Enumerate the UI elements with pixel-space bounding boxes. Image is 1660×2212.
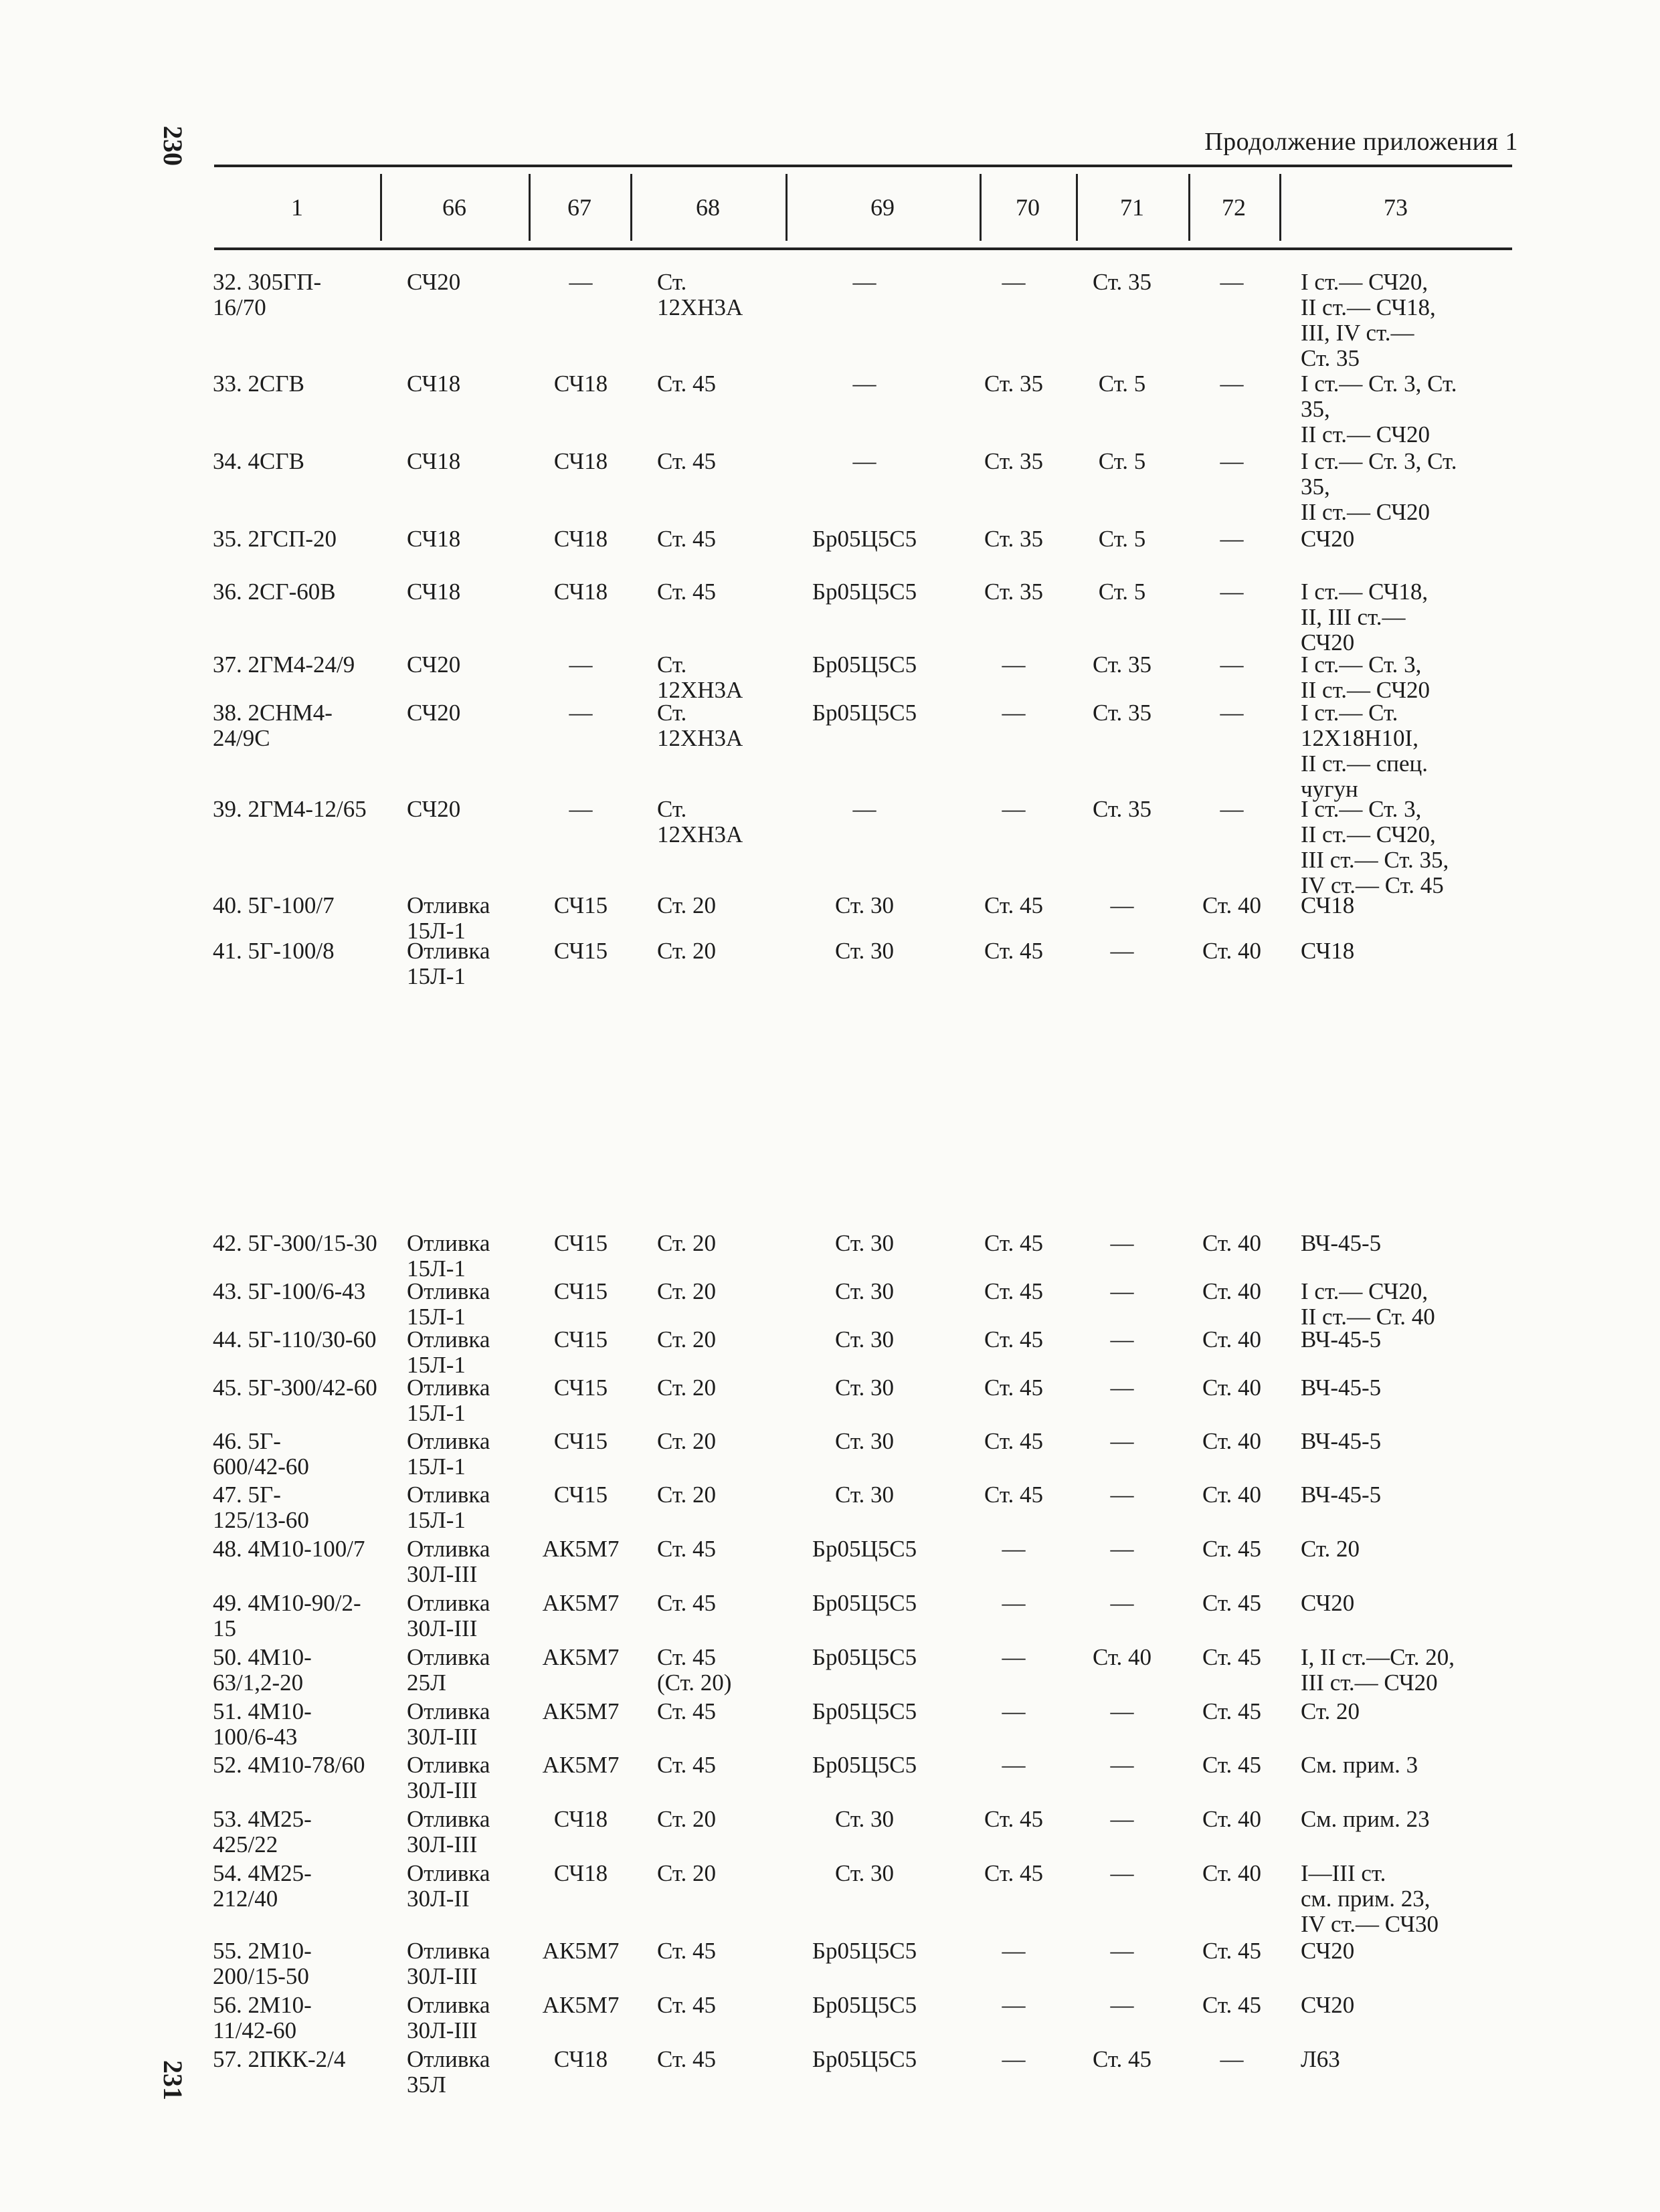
table-cell: Ст. 40 — [1202, 1860, 1262, 1886]
table-cell: — — [1110, 1992, 1134, 2018]
table-cell: — — [1110, 1752, 1134, 1778]
table-cell: Ст. 30 — [834, 938, 895, 964]
table-cell: Ст. 20 — [657, 1326, 717, 1352]
row-label: 55. 2М10- 200/15-50 — [213, 1938, 312, 1989]
table-cell: Ст. 45 — [1202, 1590, 1262, 1616]
table-cell: Ст. 35 — [984, 579, 1044, 605]
table-cell: Ст. 45 — [657, 1590, 717, 1616]
table-cell: ВЧ-45-5 — [1301, 1375, 1382, 1401]
table-cell: Отливка 30Л-II — [407, 1860, 490, 1912]
table-cell: СЧ15 — [553, 1375, 608, 1401]
table-cell: СЧ18 — [407, 526, 461, 552]
table-cell: Ст. 45 — [984, 892, 1044, 918]
table-cell: Ст. 45 — [1202, 1644, 1262, 1670]
table-cell: Ст. 45 — [984, 1428, 1044, 1454]
table-cell: Ст. 40 — [1202, 1375, 1262, 1401]
table-cell: Отливка 30Л-III — [407, 1536, 490, 1587]
table-cell: Отливка 15Л-1 — [407, 1230, 490, 1282]
table-cell: — — [1220, 448, 1244, 474]
table-cell: — — [1110, 892, 1134, 918]
table-cell: Ст. 45 — [657, 448, 717, 474]
table-cell: АК5М7 — [542, 1752, 620, 1778]
table-cell: I ст.— СЧ18, II, III ст.— СЧ20 — [1301, 579, 1428, 656]
table-cell: I ст.— Ст. 3, II ст.— СЧ20, III ст.— Ст. 35, IV ст.— Ст. 45 — [1301, 796, 1449, 898]
table-cell: — — [1002, 700, 1026, 726]
table-cell: Отливка 15Л-1 — [407, 938, 490, 989]
table-cell: Ст. 20 — [657, 1278, 717, 1304]
table-cell: I ст.— СЧ20, II ст.— Ст. 40 — [1301, 1278, 1435, 1330]
table-cell: — — [1110, 1590, 1134, 1616]
table-cell: Ст. 45 — [984, 1375, 1044, 1401]
table-cell: АК5М7 — [542, 1698, 620, 1724]
table-cell: Ст. 45 — [657, 1698, 717, 1724]
table-cell: Ст. 35 — [984, 371, 1044, 397]
table-cell: СЧ18 — [553, 526, 608, 552]
table-cell: Ст. 40 — [1202, 1230, 1262, 1256]
table-cell: Отливка 30Л-III — [407, 1698, 490, 1750]
table-cell: Ст. 35 — [1092, 651, 1152, 678]
table-cell: СЧ20 — [1301, 1938, 1355, 1964]
table-cell: Ст. 40 — [1202, 1326, 1262, 1352]
table-cell: Ст. 20 — [657, 1860, 717, 1886]
table-cell: — — [1110, 1278, 1134, 1304]
table-cell: — — [569, 269, 593, 295]
table-cell: СЧ20 — [407, 796, 461, 822]
table-cell: — — [1110, 1375, 1134, 1401]
table-cell: СЧ15 — [553, 938, 608, 964]
table-cell: — — [1110, 1536, 1134, 1562]
table-cell: I ст.— СЧ20, II ст.— СЧ18, III, IV ст.— Ст. 35 — [1301, 269, 1436, 371]
row-label: 50. 4М10- 63/1,2-20 — [213, 1644, 312, 1696]
row-label: 34. 4СГВ — [213, 448, 304, 474]
table-cell: Ст. 45 — [1202, 1752, 1262, 1778]
header-col-67: 67 — [567, 194, 591, 221]
table-cell: Отливка 15Л-1 — [407, 1482, 490, 1533]
table-cell: См. прим. 3 — [1301, 1752, 1418, 1778]
table-cell: — — [1220, 700, 1244, 726]
table-cell: Ст. 45 — [657, 1938, 717, 1964]
table-cell: СЧ15 — [553, 1278, 608, 1304]
table-cell: СЧ18 — [553, 579, 608, 605]
header-col-66: 66 — [442, 194, 466, 221]
table-cell: Отливка 30Л-III — [407, 1806, 490, 1857]
table-cell: СЧ18 — [553, 2046, 608, 2072]
table-cell: — — [1220, 2046, 1244, 2072]
table-cell: Ст. 5 — [1098, 448, 1146, 474]
table-cell: I—III ст. см. прим. 23, IV ст.— СЧ30 — [1301, 1860, 1439, 1937]
table-cell: I, II ст.—Ст. 20, III ст.— СЧ20 — [1301, 1644, 1455, 1696]
table-cell: Ст. 45 — [984, 1482, 1044, 1508]
table-cell: Ст. 35 — [1092, 269, 1152, 295]
table-cell: Ст. 40 — [1202, 1278, 1262, 1304]
table-cell: — — [1110, 1860, 1134, 1886]
table-cell: СЧ20 — [1301, 526, 1355, 552]
table-cell: Ст. 35 — [984, 526, 1044, 552]
table-cell: Ст. 30 — [834, 1428, 895, 1454]
table-cell: Ст. 30 — [834, 1482, 895, 1508]
table-cell: Ст. 20 — [657, 1806, 717, 1832]
row-label: 47. 5Г- 125/13-60 — [213, 1482, 309, 1533]
table-cell: Ст. 45 (Ст. 20) — [657, 1644, 732, 1696]
table-cell: — — [1220, 579, 1244, 605]
table-cell: Ст. 35 — [984, 448, 1044, 474]
table-cell: Бр05Ц5С5 — [812, 2046, 917, 2072]
table-cell: Отливка 35Л — [407, 2046, 490, 2098]
table-cell: СЧ18 — [553, 1860, 608, 1886]
table-cell: — — [569, 700, 593, 726]
row-label: 33. 2СГВ — [213, 371, 304, 397]
table-cell: Ст. 5 — [1098, 526, 1146, 552]
table-header — [214, 165, 1512, 250]
table-cell: Ст. 20 — [657, 892, 717, 918]
header-col-68: 68 — [696, 194, 720, 221]
table-cell: Ст. 20 — [657, 1375, 717, 1401]
table-cell: СЧ20 — [1301, 1992, 1355, 2018]
table-cell: — — [1002, 1644, 1026, 1670]
table-cell: — — [569, 796, 593, 822]
table-cell: — — [1002, 2046, 1026, 2072]
table-cell: Ст. 30 — [834, 1375, 895, 1401]
table-cell: Ст. 45 — [984, 1806, 1044, 1832]
table-cell: — — [1110, 1326, 1134, 1352]
row-label: 49. 4М10-90/2- 15 — [213, 1590, 361, 1641]
table-cell: — — [852, 371, 877, 397]
table-cell: — — [1110, 1230, 1134, 1256]
table-cell: СЧ20 — [1301, 1590, 1355, 1616]
table-cell: Бр05Ц5С5 — [812, 526, 917, 552]
table-cell: СЧ18 — [407, 371, 461, 397]
table-cell: — — [1002, 1536, 1026, 1562]
table-cell: — — [1002, 796, 1026, 822]
table-cell: — — [1220, 651, 1244, 678]
header-col-69: 69 — [870, 194, 895, 221]
table-cell: Ст. 45 — [1202, 1698, 1262, 1724]
row-label: 56. 2М10- 11/42-60 — [213, 1992, 312, 2043]
table-cell: Бр05Ц5С5 — [812, 651, 917, 678]
table-cell: Ст. 35 — [1092, 700, 1152, 726]
table-cell: Ст. 30 — [834, 892, 895, 918]
table-cell: Ст. 45 — [657, 1992, 717, 2018]
table-cell: СЧ20 — [407, 651, 461, 678]
table-cell: Ст. 45 — [657, 371, 717, 397]
table-cell: Бр05Ц5С5 — [812, 1992, 917, 2018]
table-caption: Продолжение приложения 1 — [1204, 128, 1518, 156]
table-cell: СЧ15 — [553, 892, 608, 918]
table-cell: СЧ15 — [553, 1482, 608, 1508]
table-cell: ВЧ-45-5 — [1301, 1230, 1382, 1256]
table-cell: Отливка 15Л-1 — [407, 1375, 490, 1426]
table-cell: Ст. 45 — [1202, 1992, 1262, 2018]
row-label: 32. 305ГП- 16/70 — [213, 269, 322, 320]
table-cell: Ст. 20 — [1301, 1536, 1360, 1562]
table-cell: СЧ15 — [553, 1326, 608, 1352]
table-cell: Ст. 45 — [984, 1326, 1044, 1352]
table-cell: Ст. 30 — [834, 1326, 895, 1352]
table-cell: Ст. 40 — [1202, 1482, 1262, 1508]
table-cell: СЧ18 — [553, 448, 608, 474]
table-cell: Ст. 5 — [1098, 579, 1146, 605]
table-cell: — — [1220, 796, 1244, 822]
table-cell: АК5М7 — [542, 1992, 620, 2018]
table-cell: I ст.— Ст. 12Х18Н10I, II ст.— спец. чугун — [1301, 700, 1428, 802]
table-cell: Ст. 45 — [984, 1230, 1044, 1256]
table-cell: — — [852, 269, 877, 295]
table-cell: Ст. 40 — [1202, 1806, 1262, 1832]
table-cell: Отливка 15Л-1 — [407, 1326, 490, 1378]
table-cell: Ст. 45 — [657, 579, 717, 605]
table-cell: — — [1002, 1590, 1026, 1616]
table-cell: Ст. 12ХН3А — [657, 651, 743, 703]
table-cell: ВЧ-45-5 — [1301, 1482, 1382, 1508]
table-cell: Ст. 45 — [984, 1860, 1044, 1886]
table-cell: Бр05Ц5С5 — [812, 1536, 917, 1562]
table-cell: — — [1110, 1428, 1134, 1454]
row-label: 37. 2ГМ4-24/9 — [213, 651, 355, 678]
header-col-72: 72 — [1222, 194, 1246, 221]
table-cell: — — [852, 448, 877, 474]
table-cell: Ст. 45 — [1092, 2046, 1152, 2072]
table-cell: СЧ20 — [407, 269, 461, 295]
table-cell: Ст. 45 — [657, 1752, 717, 1778]
table-cell: — — [569, 651, 593, 678]
table-cell: Ст. 45 — [1202, 1536, 1262, 1562]
table-cell: Бр05Ц5С5 — [812, 700, 917, 726]
table-cell: Отливка 30Л-III — [407, 1992, 490, 2043]
header-col-1: 1 — [291, 194, 303, 221]
table-cell: — — [1110, 938, 1134, 964]
table-cell: Ст. 45 — [1202, 1938, 1262, 1964]
table-cell: АК5М7 — [542, 1644, 620, 1670]
table-cell: СЧ15 — [553, 1230, 608, 1256]
row-label: 41. 5Г-100/8 — [213, 938, 335, 964]
header-col-71: 71 — [1120, 194, 1144, 221]
table-cell: — — [1002, 1992, 1026, 2018]
row-label: 39. 2ГМ4-12/65 — [213, 796, 367, 822]
row-label: 46. 5Г- 600/42-60 — [213, 1428, 309, 1480]
page-number-bottom: 231 — [158, 2060, 188, 2100]
table-cell: Отливка 15Л-1 — [407, 1428, 490, 1480]
table-cell: — — [1002, 1698, 1026, 1724]
table-cell: Ст. 20 — [657, 1428, 717, 1454]
table-cell: Ст. 45 — [657, 2046, 717, 2072]
table-cell: Ст. 20 — [657, 938, 717, 964]
table-cell: — — [1002, 1938, 1026, 1964]
table-cell: СЧ18 — [553, 1806, 608, 1832]
row-label: 52. 4М10-78/60 — [213, 1752, 365, 1778]
table-cell: СЧ15 — [553, 1428, 608, 1454]
table-cell: Отливка 25Л — [407, 1644, 490, 1696]
table-cell: Ст. 12ХН3А — [657, 700, 743, 751]
table-cell: I ст.— Ст. 3, Ст. 35, II ст.— СЧ20 — [1301, 371, 1457, 447]
table-cell: — — [1002, 269, 1026, 295]
table-cell: — — [1220, 269, 1244, 295]
table-cell: — — [1110, 1698, 1134, 1724]
table-cell: Отливка 30Л-III — [407, 1938, 490, 1989]
row-label: 35. 2ГСП-20 — [213, 526, 337, 552]
table-cell: Ст. 40 — [1202, 1428, 1262, 1454]
table-cell: Ст. 20 — [1301, 1698, 1360, 1724]
header-col-70: 70 — [1016, 194, 1040, 221]
table-cell: — — [1220, 371, 1244, 397]
table-cell: ВЧ-45-5 — [1301, 1326, 1382, 1352]
table-cell: Ст. 20 — [657, 1230, 717, 1256]
table-cell: Ст. 40 — [1092, 1644, 1152, 1670]
table-cell: СЧ18 — [407, 579, 461, 605]
page-number-top: 230 — [158, 126, 188, 166]
table-cell: Ст. 12ХН3А — [657, 796, 743, 847]
table-cell: I ст.— Ст. 3, II ст.— СЧ20 — [1301, 651, 1430, 703]
table-cell: АК5М7 — [542, 1938, 620, 1964]
table-cell: Бр05Ц5С5 — [812, 579, 917, 605]
table-cell: — — [1110, 1482, 1134, 1508]
table-cell: Ст. 30 — [834, 1806, 895, 1832]
table-cell: АК5М7 — [542, 1590, 620, 1616]
row-label: 43. 5Г-100/6-43 — [213, 1278, 366, 1304]
row-label: 54. 4М25- 212/40 — [213, 1860, 312, 1912]
table-cell: СЧ18 — [553, 371, 608, 397]
table-cell: — — [1002, 651, 1026, 678]
table-cell: Ст. 30 — [834, 1230, 895, 1256]
table-cell: Бр05Ц5С5 — [812, 1698, 917, 1724]
row-label: 36. 2СГ-60В — [213, 579, 336, 605]
row-label: 45. 5Г-300/42-60 — [213, 1375, 377, 1401]
table-cell: Бр05Ц5С5 — [812, 1644, 917, 1670]
table-cell: Ст. 45 — [657, 526, 717, 552]
table-cell: Ст. 30 — [834, 1860, 895, 1886]
table-cell: Ст. 40 — [1202, 892, 1262, 918]
row-label: 53. 4М25- 425/22 — [213, 1806, 312, 1857]
table-cell: — — [852, 796, 877, 822]
table-cell: — — [1002, 1752, 1026, 1778]
row-label: 42. 5Г-300/15-30 — [213, 1230, 377, 1256]
table-cell: Отливка 15Л-1 — [407, 892, 490, 944]
table-cell: Ст. 12ХН3А — [657, 269, 743, 320]
table-cell: I ст.— Ст. 3, Ст. 35, II ст.— СЧ20 — [1301, 448, 1457, 525]
table-cell: Отливка 30Л-III — [407, 1590, 490, 1641]
table-cell: См. прим. 23 — [1301, 1806, 1430, 1832]
table-cell: Л63 — [1301, 2046, 1340, 2072]
table-cell: — — [1110, 1938, 1134, 1964]
table-cell: АК5М7 — [542, 1536, 620, 1562]
table-cell: Бр05Ц5С5 — [812, 1590, 917, 1616]
table-cell: Ст. 30 — [834, 1278, 895, 1304]
row-label: 57. 2ПКК-2/4 — [213, 2046, 346, 2072]
row-label: 40. 5Г-100/7 — [213, 892, 335, 918]
table-cell: Отливка 15Л-1 — [407, 1278, 490, 1330]
table-cell: Ст. 35 — [1092, 796, 1152, 822]
header-col-73: 73 — [1384, 194, 1408, 221]
table-cell: Бр05Ц5С5 — [812, 1938, 917, 1964]
row-label: 48. 4М10-100/7 — [213, 1536, 365, 1562]
row-label: 44. 5Г-110/30-60 — [213, 1326, 377, 1352]
table-cell: — — [1220, 526, 1244, 552]
table-cell: СЧ18 — [407, 448, 461, 474]
table-cell: Отливка 30Л-III — [407, 1752, 490, 1803]
table-cell: Ст. 45 — [984, 1278, 1044, 1304]
table-cell: Ст. 45 — [657, 1536, 717, 1562]
table-cell: Ст. 40 — [1202, 938, 1262, 964]
table-cell: Ст. 20 — [657, 1482, 717, 1508]
row-label: 38. 2СНМ4- 24/9С — [213, 700, 333, 751]
table-cell: Бр05Ц5С5 — [812, 1752, 917, 1778]
table-cell: ВЧ-45-5 — [1301, 1428, 1382, 1454]
table-cell: СЧ18 — [1301, 938, 1355, 964]
table-cell: СЧ18 — [1301, 892, 1355, 918]
table-cell: Ст. 5 — [1098, 371, 1146, 397]
table-cell: СЧ20 — [407, 700, 461, 726]
table-cell: Ст. 45 — [984, 938, 1044, 964]
table-cell: — — [1110, 1806, 1134, 1832]
row-label: 51. 4М10- 100/6-43 — [213, 1698, 312, 1750]
